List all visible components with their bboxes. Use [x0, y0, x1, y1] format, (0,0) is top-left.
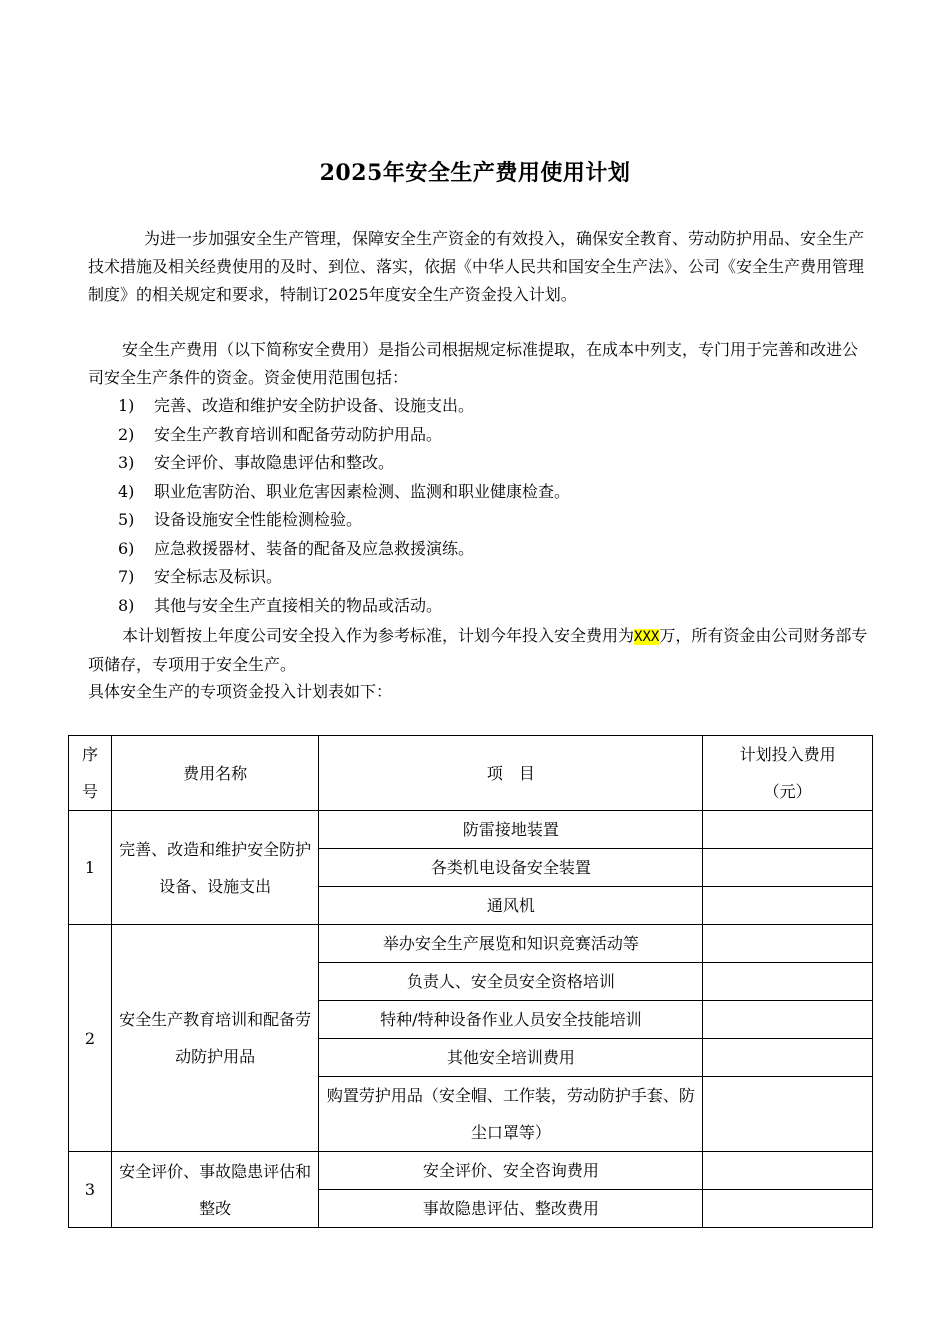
list-item-number: 4)	[118, 481, 135, 501]
list-item-text: 安全评价、事故隐患评估和整改。	[154, 453, 395, 472]
group-no: 1	[69, 811, 112, 925]
list-item-number: 8)	[118, 595, 135, 615]
list-item-number: 3)	[118, 453, 135, 472]
item-cell: 购置劳护用品（安全帽、工作装，劳动防护手套、防尘口罩等）	[319, 1077, 703, 1152]
item-cell: 防雷接地装置	[319, 811, 703, 849]
cost-cell[interactable]	[703, 1039, 873, 1077]
header-item: 项 目	[319, 736, 703, 811]
list-item-text: 完善、改造和维护安全防护设备、设施支出。	[154, 396, 475, 415]
document-title: 2025年安全生产费用使用计划	[319, 160, 631, 186]
list-item-text: 应急救援器材、装备的配备及应急救援演练。	[154, 538, 475, 558]
cost-cell[interactable]	[703, 1152, 873, 1190]
cost-cell[interactable]	[703, 925, 873, 963]
list-item	[118, 563, 570, 592]
group-no: 3	[69, 1152, 112, 1228]
table-row	[69, 925, 873, 963]
list-item	[118, 421, 570, 450]
group-name: 安全评价、事故隐患评估和整改	[111, 1152, 318, 1228]
item-cell: 安全评价、安全咨询费用	[319, 1152, 703, 1190]
list-item	[118, 535, 570, 564]
cost-cell[interactable]	[703, 849, 873, 887]
budget-text-after: 万，所有资金由公司财务部专项储存，专项用于安全生产。	[88, 626, 868, 674]
cost-cell[interactable]	[703, 1077, 873, 1152]
group-name: 完善、改造和维护安全防护设备、设施支出	[111, 811, 318, 925]
list-item-number: 6)	[118, 538, 135, 558]
list-item-text: 安全生产教育培训和配备劳动防护用品。	[154, 424, 443, 444]
item-cell: 举办安全生产展览和知识竞赛活动等	[319, 925, 703, 963]
item-cell: 通风机	[319, 887, 703, 925]
budget-paragraph	[88, 622, 868, 679]
cost-cell[interactable]	[703, 887, 873, 925]
intro-paragraph: 为进一步加强安全生产管理，保障安全生产资金的有效投入，确保安全教育、劳动防护用品、安全生产技术措施及相关经费使用的及时、到位、落实，依据《中华人民共和国安全生产法》、公司《安全生产费用管理制度》的相关规定和要求，特制订2025年度安全生产资金投入计划。	[88, 229, 865, 304]
list-item-text: 其他与安全生产直接相关的物品或活动。	[154, 595, 443, 615]
header-cost-line1: 计划投入费用	[739, 745, 836, 764]
header-cost	[703, 736, 873, 811]
list-item-text: 安全标志及标识。	[154, 567, 283, 586]
table-header-row	[69, 736, 873, 811]
list-item-number: 7)	[118, 567, 135, 586]
budget-amount-highlight: XXX	[634, 629, 660, 645]
list-item	[118, 506, 570, 535]
list-item	[118, 592, 570, 621]
budget-text-before: 本计划暂按上年度公司安全投入作为参考标准，计划今年投入安全费用为	[122, 626, 635, 645]
list-item-number: 5)	[118, 510, 135, 529]
investment-plan-table	[68, 735, 873, 1228]
header-name: 费用名称	[111, 736, 318, 811]
table-row	[69, 811, 873, 849]
list-item-text: 职业危害防治、职业危害因素检测、监测和职业健康检查。	[154, 481, 571, 501]
list-item-number: 2)	[118, 424, 135, 444]
item-cell: 事故隐患评估、整改费用	[319, 1190, 703, 1228]
item-cell: 各类机电设备安全装置	[319, 849, 703, 887]
cost-cell[interactable]	[703, 1001, 873, 1039]
item-cell: 其他安全培训费用	[319, 1039, 703, 1077]
definition-paragraph: 安全生产费用（以下简称安全费用）是指公司根据规定标准提取，在成本中列支，专门用于完善和改进公司安全生产条件的资金。资金使用范围包括：	[88, 340, 859, 387]
group-name: 安全生产教育培训和配备劳动防护用品	[111, 925, 318, 1152]
list-item-text: 设备设施安全性能检测检验。	[154, 510, 363, 529]
list-item	[118, 449, 570, 478]
table-row	[69, 1152, 873, 1190]
cost-cell[interactable]	[703, 963, 873, 1001]
cost-cell[interactable]	[703, 1190, 873, 1228]
cost-cell[interactable]	[703, 811, 873, 849]
header-no: 序号	[69, 736, 112, 811]
item-cell: 负责人、安全员安全资格培训	[319, 963, 703, 1001]
header-cost-line2: （元）	[763, 782, 812, 801]
item-cell: 特种/特种设备作业人员安全技能培训	[319, 1001, 703, 1039]
table-intro-paragraph: 具体安全生产的专项资金投入计划表如下：	[88, 682, 393, 701]
group-no: 2	[69, 925, 112, 1152]
list-item-number: 1)	[118, 396, 135, 415]
list-item	[118, 392, 570, 421]
list-item	[118, 478, 570, 507]
usage-scope-list	[118, 392, 570, 620]
